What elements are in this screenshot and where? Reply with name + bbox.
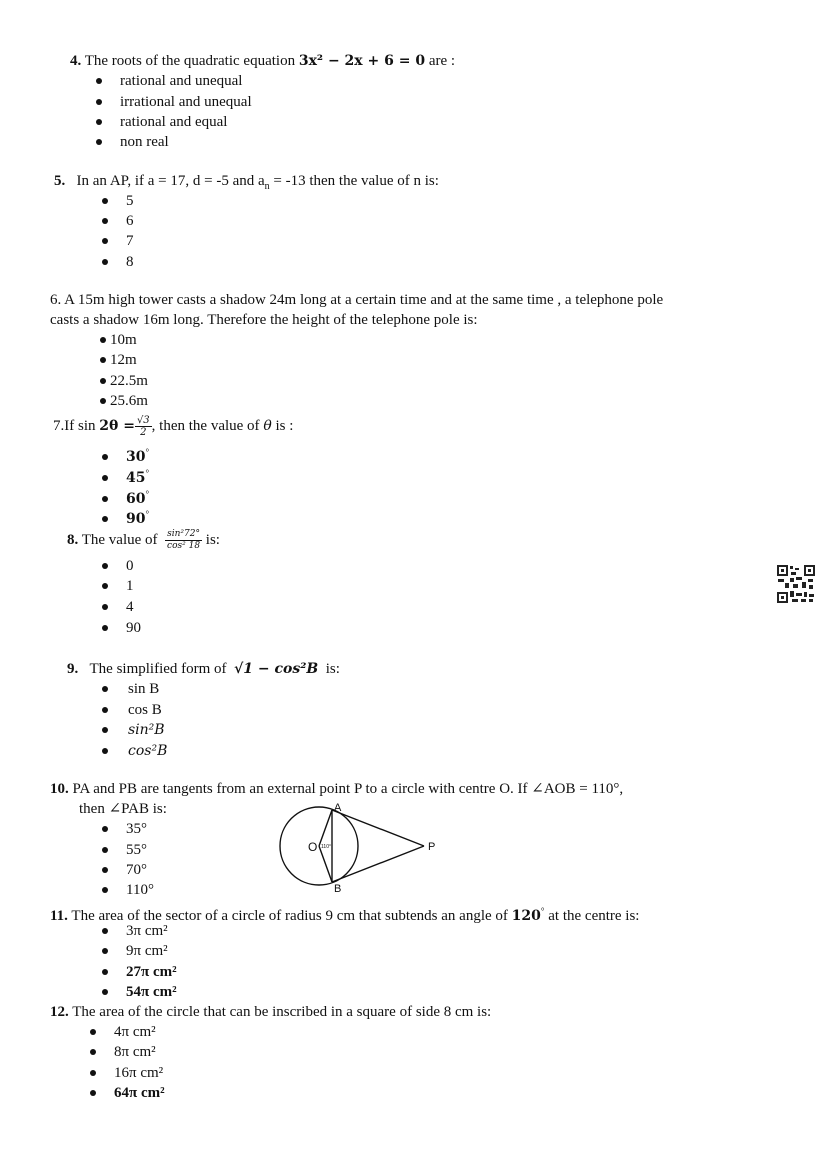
bullet-icon — [102, 454, 108, 460]
option[interactable]: sin²B — [102, 721, 165, 739]
bullet-icon — [102, 989, 108, 995]
option[interactable]: 8 — [102, 253, 134, 271]
question-text: In an AP, if a = 17, d = -5 and a — [76, 173, 265, 189]
bullet-icon — [102, 847, 108, 853]
option[interactable]: 25.6m — [100, 392, 148, 410]
option[interactable]: rational and unequal — [96, 72, 242, 90]
question-6-line-2: casts a shadow 16m long. Therefore the height of the telephone pole is: — [50, 312, 478, 328]
label-p: P — [428, 841, 436, 853]
bullet-icon — [90, 1090, 96, 1096]
question-text-end: is : — [275, 418, 294, 434]
subscript: n — [264, 181, 270, 192]
bullet-icon — [102, 583, 108, 589]
question-text-mid: , then the value of — [151, 418, 260, 434]
question-10-line-1 — [50, 780, 623, 798]
question-text-end: = -13 then the value of n is: — [269, 173, 439, 189]
bullet-icon — [102, 625, 108, 631]
bullet-icon — [90, 1070, 96, 1076]
bullet-icon — [96, 119, 102, 125]
bullet-icon — [102, 887, 108, 893]
equation: 3x² − 2x + 6 = 0 — [298, 53, 426, 69]
question-text-end: is: — [205, 532, 220, 548]
option[interactable]: 35° — [102, 820, 147, 838]
bullet-icon — [102, 707, 108, 713]
option[interactable]: 4 — [102, 598, 134, 616]
label-a: A — [334, 802, 342, 814]
question-text: 7.If sin — [53, 418, 96, 434]
question-text: PA and PB are tangents from an external point P to a circle with centre O. If ∠AOB = 110°, — [72, 781, 624, 797]
option[interactable]: 90° — [102, 505, 149, 528]
question-text-end: at the centre is: — [548, 908, 640, 924]
question-12 — [50, 1003, 491, 1021]
question-number: 12. — [50, 1004, 69, 1020]
option[interactable]: 9π cm² — [102, 942, 168, 960]
option[interactable]: 70° — [102, 861, 147, 879]
bullet-icon — [100, 357, 106, 363]
label-b: B — [334, 883, 342, 894]
question-text-end: are : — [428, 53, 456, 69]
option[interactable]: 55° — [102, 841, 147, 859]
option[interactable]: 60° — [102, 485, 149, 508]
bullet-icon — [90, 1029, 96, 1035]
question-text: The area of the sector of a circle of radius 9 cm that subtends an angle of — [71, 908, 508, 924]
option[interactable]: irrational and unequal — [96, 93, 252, 111]
option[interactable]: 27π cm² — [102, 963, 177, 981]
bullet-icon — [100, 337, 106, 343]
option[interactable]: 16π cm² — [90, 1064, 163, 1082]
question-number: 4. — [70, 53, 82, 69]
math-expr: 2θ = — [99, 418, 135, 434]
bullet-icon — [102, 475, 108, 481]
tangent-pa — [332, 810, 424, 846]
bullet-icon — [102, 218, 108, 224]
tangent-diagram — [272, 798, 442, 894]
option[interactable]: 30° — [102, 443, 149, 466]
bullet-icon — [102, 604, 108, 610]
angle-label: 110° — [321, 844, 331, 850]
question-text-end: is: — [325, 661, 340, 677]
question-number: 8. — [67, 532, 79, 548]
option[interactable]: 8π cm² — [90, 1043, 156, 1061]
question-text: The roots of the quadratic equation — [84, 53, 296, 69]
option[interactable]: 5 — [102, 192, 134, 210]
bullet-icon — [102, 727, 108, 733]
option[interactable]: non real — [96, 133, 169, 151]
option[interactable]: cos B — [102, 701, 162, 719]
option[interactable]: 7 — [102, 232, 134, 250]
question-number: 9. — [67, 661, 79, 677]
option[interactable]: 1 — [102, 577, 134, 595]
question-text: The value of — [81, 532, 158, 548]
question-number: 5. — [54, 173, 66, 189]
bullet-icon — [102, 748, 108, 754]
option[interactable]: 0 — [102, 557, 134, 575]
question-9 — [67, 659, 340, 679]
bullet-icon — [102, 928, 108, 934]
bullet-icon — [96, 78, 102, 84]
bullet-icon — [102, 496, 108, 502]
question-number: 10. — [50, 781, 69, 797]
question-text: The simplified form of — [89, 661, 227, 677]
option[interactable]: 12m — [100, 351, 137, 369]
fraction: $\frac{\text{sin²72°}}{\text{cos² 18}}$ — [167, 529, 201, 552]
option[interactable]: rational and equal — [96, 113, 227, 131]
option[interactable]: 6 — [102, 212, 134, 230]
bullet-icon — [102, 259, 108, 265]
bullet-icon — [100, 398, 106, 404]
fraction: $\frac{√3}{2}$ — [136, 415, 150, 439]
option[interactable]: 3π cm² — [102, 922, 168, 940]
question-7 — [53, 412, 293, 440]
bullet-icon — [90, 1049, 96, 1055]
bullet-icon — [102, 563, 108, 569]
option[interactable]: 4π cm² — [90, 1023, 156, 1041]
math-expr: √1 − cos²B — [234, 661, 319, 677]
bullet-icon — [102, 969, 108, 975]
question-8 — [67, 526, 220, 554]
option[interactable]: 45° — [102, 464, 149, 487]
theta-symbol: θ — [263, 418, 272, 434]
option[interactable]: sin B — [102, 680, 159, 698]
option[interactable]: 90 — [102, 619, 141, 637]
question-10-line-2: then ∠PAB is: — [79, 801, 167, 817]
question-6-line-1: 6. A 15m high tower casts a shadow 24m long at a certain time and at the same time , a telephone pole — [50, 292, 664, 308]
option[interactable]: 54π cm² — [102, 983, 177, 1001]
radius-oa — [319, 810, 332, 846]
option[interactable]: 10m — [100, 331, 137, 349]
tangent-pb — [332, 846, 424, 882]
bullet-icon — [102, 948, 108, 954]
bullet-icon — [102, 826, 108, 832]
bullet-icon — [96, 99, 102, 105]
question-text: The area of the circle that can be inscribed in a square of side 8 cm is: — [72, 1004, 492, 1020]
question-number: 11. — [50, 908, 68, 924]
option[interactable]: 110° — [102, 881, 154, 899]
bullet-icon — [102, 686, 108, 692]
bullet-icon — [102, 867, 108, 873]
bullet-icon — [102, 516, 108, 522]
option[interactable]: 64π cm² — [90, 1084, 165, 1102]
bullet-icon — [102, 198, 108, 204]
radius-ob — [319, 846, 332, 882]
option[interactable]: 22.5m — [100, 372, 148, 390]
degree-symbol: ° — [540, 906, 545, 916]
bullet-icon — [96, 139, 102, 145]
label-o: O — [308, 840, 318, 854]
angle-value: 120 — [511, 908, 541, 924]
bullet-icon — [100, 378, 106, 384]
question-4 — [70, 52, 455, 70]
option[interactable]: cos²B — [102, 742, 167, 760]
bullet-icon — [102, 238, 108, 244]
qr-code-icon — [776, 564, 816, 604]
